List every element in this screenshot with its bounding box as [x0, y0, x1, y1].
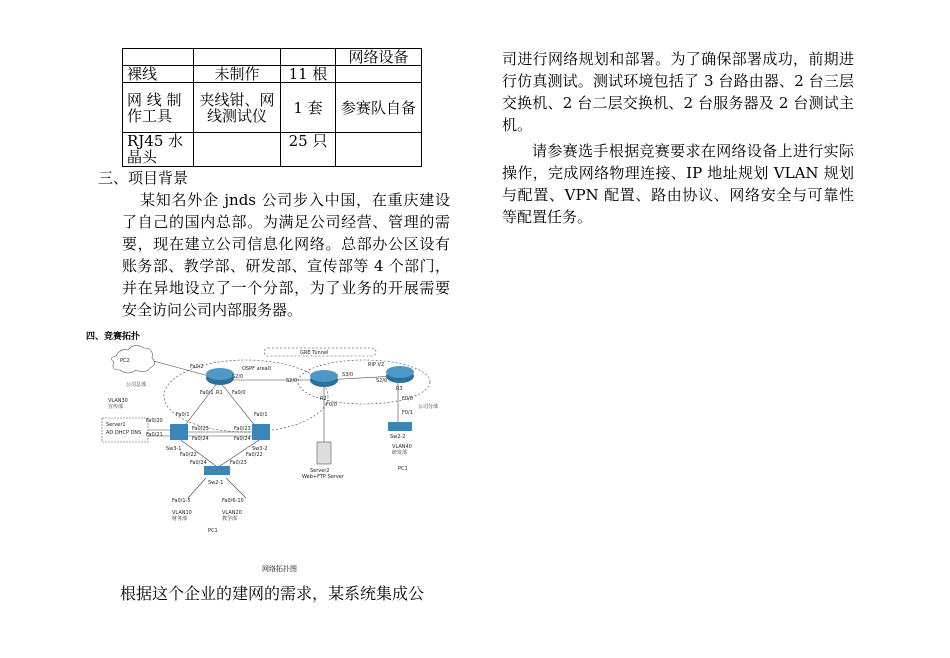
l3-switch-sw3-2-icon — [252, 424, 270, 440]
label: PC1 — [208, 528, 218, 534]
port-label: S3/0 — [342, 372, 354, 378]
equipment-table — [122, 48, 422, 167]
port-label: Fa0/20 — [146, 418, 163, 424]
label: Server1 — [106, 422, 126, 428]
port-label: Fa0/24 — [190, 460, 207, 466]
port-label: S2/0 — [286, 378, 298, 384]
table-cell: 未制作 — [194, 66, 281, 83]
label: OSPF area0 — [242, 366, 271, 372]
port-label: Fa0/23 — [230, 460, 247, 466]
port-label: Fa0/23 — [192, 426, 209, 432]
network-topology-diagram — [96, 338, 446, 550]
port-label: Fa0/23 — [234, 426, 251, 432]
label: PC2 — [120, 358, 130, 364]
table-cell — [336, 133, 422, 167]
table-row — [123, 133, 422, 167]
section-heading: 三、项目背景 — [98, 169, 189, 187]
router-r3-icon — [386, 366, 414, 383]
table-cell: 11 根 — [281, 66, 336, 83]
table-row — [123, 83, 422, 133]
router-r2-icon — [310, 370, 338, 387]
pc2-cloud-icon — [111, 345, 154, 373]
label: 财务部 — [172, 516, 188, 522]
port-label: Fa0/0 — [232, 390, 246, 396]
closing-line: 根据这个企业的建网的需求，某系统集成公 — [120, 584, 425, 603]
port-label: Fa0/1 — [176, 412, 190, 418]
label: R2 — [320, 396, 327, 402]
port-label: Fa0/1-5 — [172, 498, 191, 504]
port-label: Fa0/24 — [234, 436, 251, 442]
label: Web+FTP Server — [302, 474, 344, 480]
port-label: Fa0/22 — [180, 452, 197, 458]
label: VLAN30 — [108, 398, 128, 404]
router-r1-icon — [206, 368, 234, 385]
table-cell: 参赛队自备 — [336, 83, 422, 133]
port-label: F0/1 — [402, 410, 413, 416]
table-cell: 夹线钳、网线测试仪 — [194, 83, 281, 133]
port-label: F0/0 — [402, 396, 413, 402]
port-label: Fa0/1 — [200, 390, 214, 396]
table-cell: 1 套 — [281, 83, 336, 133]
port-label: S2/0 — [376, 378, 388, 384]
label: GRE Tunnel — [300, 350, 329, 356]
background-paragraph: 某知名外企 jnds 公司步入中国，在重庆建设了自己的国内总部。为满足公司经营、管理的需要，现在建立公司信息化网络。总部办公区设有账务部、教学部、研发部、宣传部等 4 个部门，并在异地设立了一个分部，为了业务的开展需要安全访问公司内部服务器。 — [122, 191, 450, 319]
label: 研发部 — [392, 450, 408, 456]
label: 公司总部 — [126, 382, 147, 388]
table-cell: RJ45 水晶头 — [123, 133, 194, 167]
label: Sw3-1 — [166, 446, 182, 452]
label: VLAN40 — [392, 444, 412, 450]
label: RIP V2 — [368, 362, 385, 368]
port-label: Fa0/6-10 — [222, 498, 244, 504]
port-label: Fa0/21 — [146, 432, 163, 438]
table-cell: 裸线 — [123, 66, 194, 83]
label: Server2 — [310, 468, 330, 474]
port-label: Fa0/22 — [246, 452, 263, 458]
port-label: Fa0/1 — [254, 412, 268, 418]
right-column — [502, 48, 854, 228]
section-heading: 四、竞赛拓扑 — [86, 332, 141, 342]
label: VLAN10 — [172, 510, 192, 516]
table-cell: 网络设备 — [336, 49, 422, 66]
label: R3 — [396, 386, 403, 392]
table-row — [123, 66, 422, 83]
table-cell — [194, 133, 281, 167]
task-paragraph: 请参赛选手根据竞赛要求在网络设备上进行实际操作，完成网络物理连接、IP 地址规划 VLAN 规划与配置、VPN 配置、路由协议、网络安全与可靠性等配置任务。 — [502, 142, 854, 226]
label: VLAN20 — [222, 510, 242, 516]
port-label: S2/0 — [232, 374, 244, 380]
port-label: Fa0/2 — [190, 364, 204, 370]
l2-switch-sw2-2-icon — [388, 422, 412, 431]
l3-switch-sw3-1-icon — [170, 424, 188, 440]
table-row — [123, 49, 422, 66]
port-label: Fa0/24 — [192, 436, 209, 442]
label: AD DHCP DNS — [106, 430, 142, 436]
label: Sw2-2 — [390, 434, 406, 440]
label: Sw2-1 — [208, 480, 224, 486]
label: PC1 — [398, 466, 408, 472]
table-cell: 25 只 — [281, 133, 336, 167]
port-label: F0/0 — [326, 402, 337, 408]
label: 公司分部 — [418, 404, 439, 410]
l2-switch-sw2-1-icon — [204, 466, 230, 475]
left-column — [86, 48, 450, 342]
table-cell — [336, 66, 422, 83]
table-cell: 网 线 制作工具 — [123, 83, 194, 133]
figure-caption: 网络拓扑图 — [262, 565, 297, 573]
server2-icon — [317, 442, 331, 464]
label: R1 — [216, 390, 223, 396]
planning-paragraph: 司进行网络规划和部署。为了确保部署成功，前期进行仿真测试。测试环境包括了 3 台路由器、2 台三层交换机、2 台二层交换机、2 台服务器及 2 台测试主机。 — [502, 50, 854, 134]
label: 宣传部 — [108, 404, 124, 410]
label: Sw3-2 — [252, 446, 268, 452]
label: 教学部 — [222, 516, 238, 522]
